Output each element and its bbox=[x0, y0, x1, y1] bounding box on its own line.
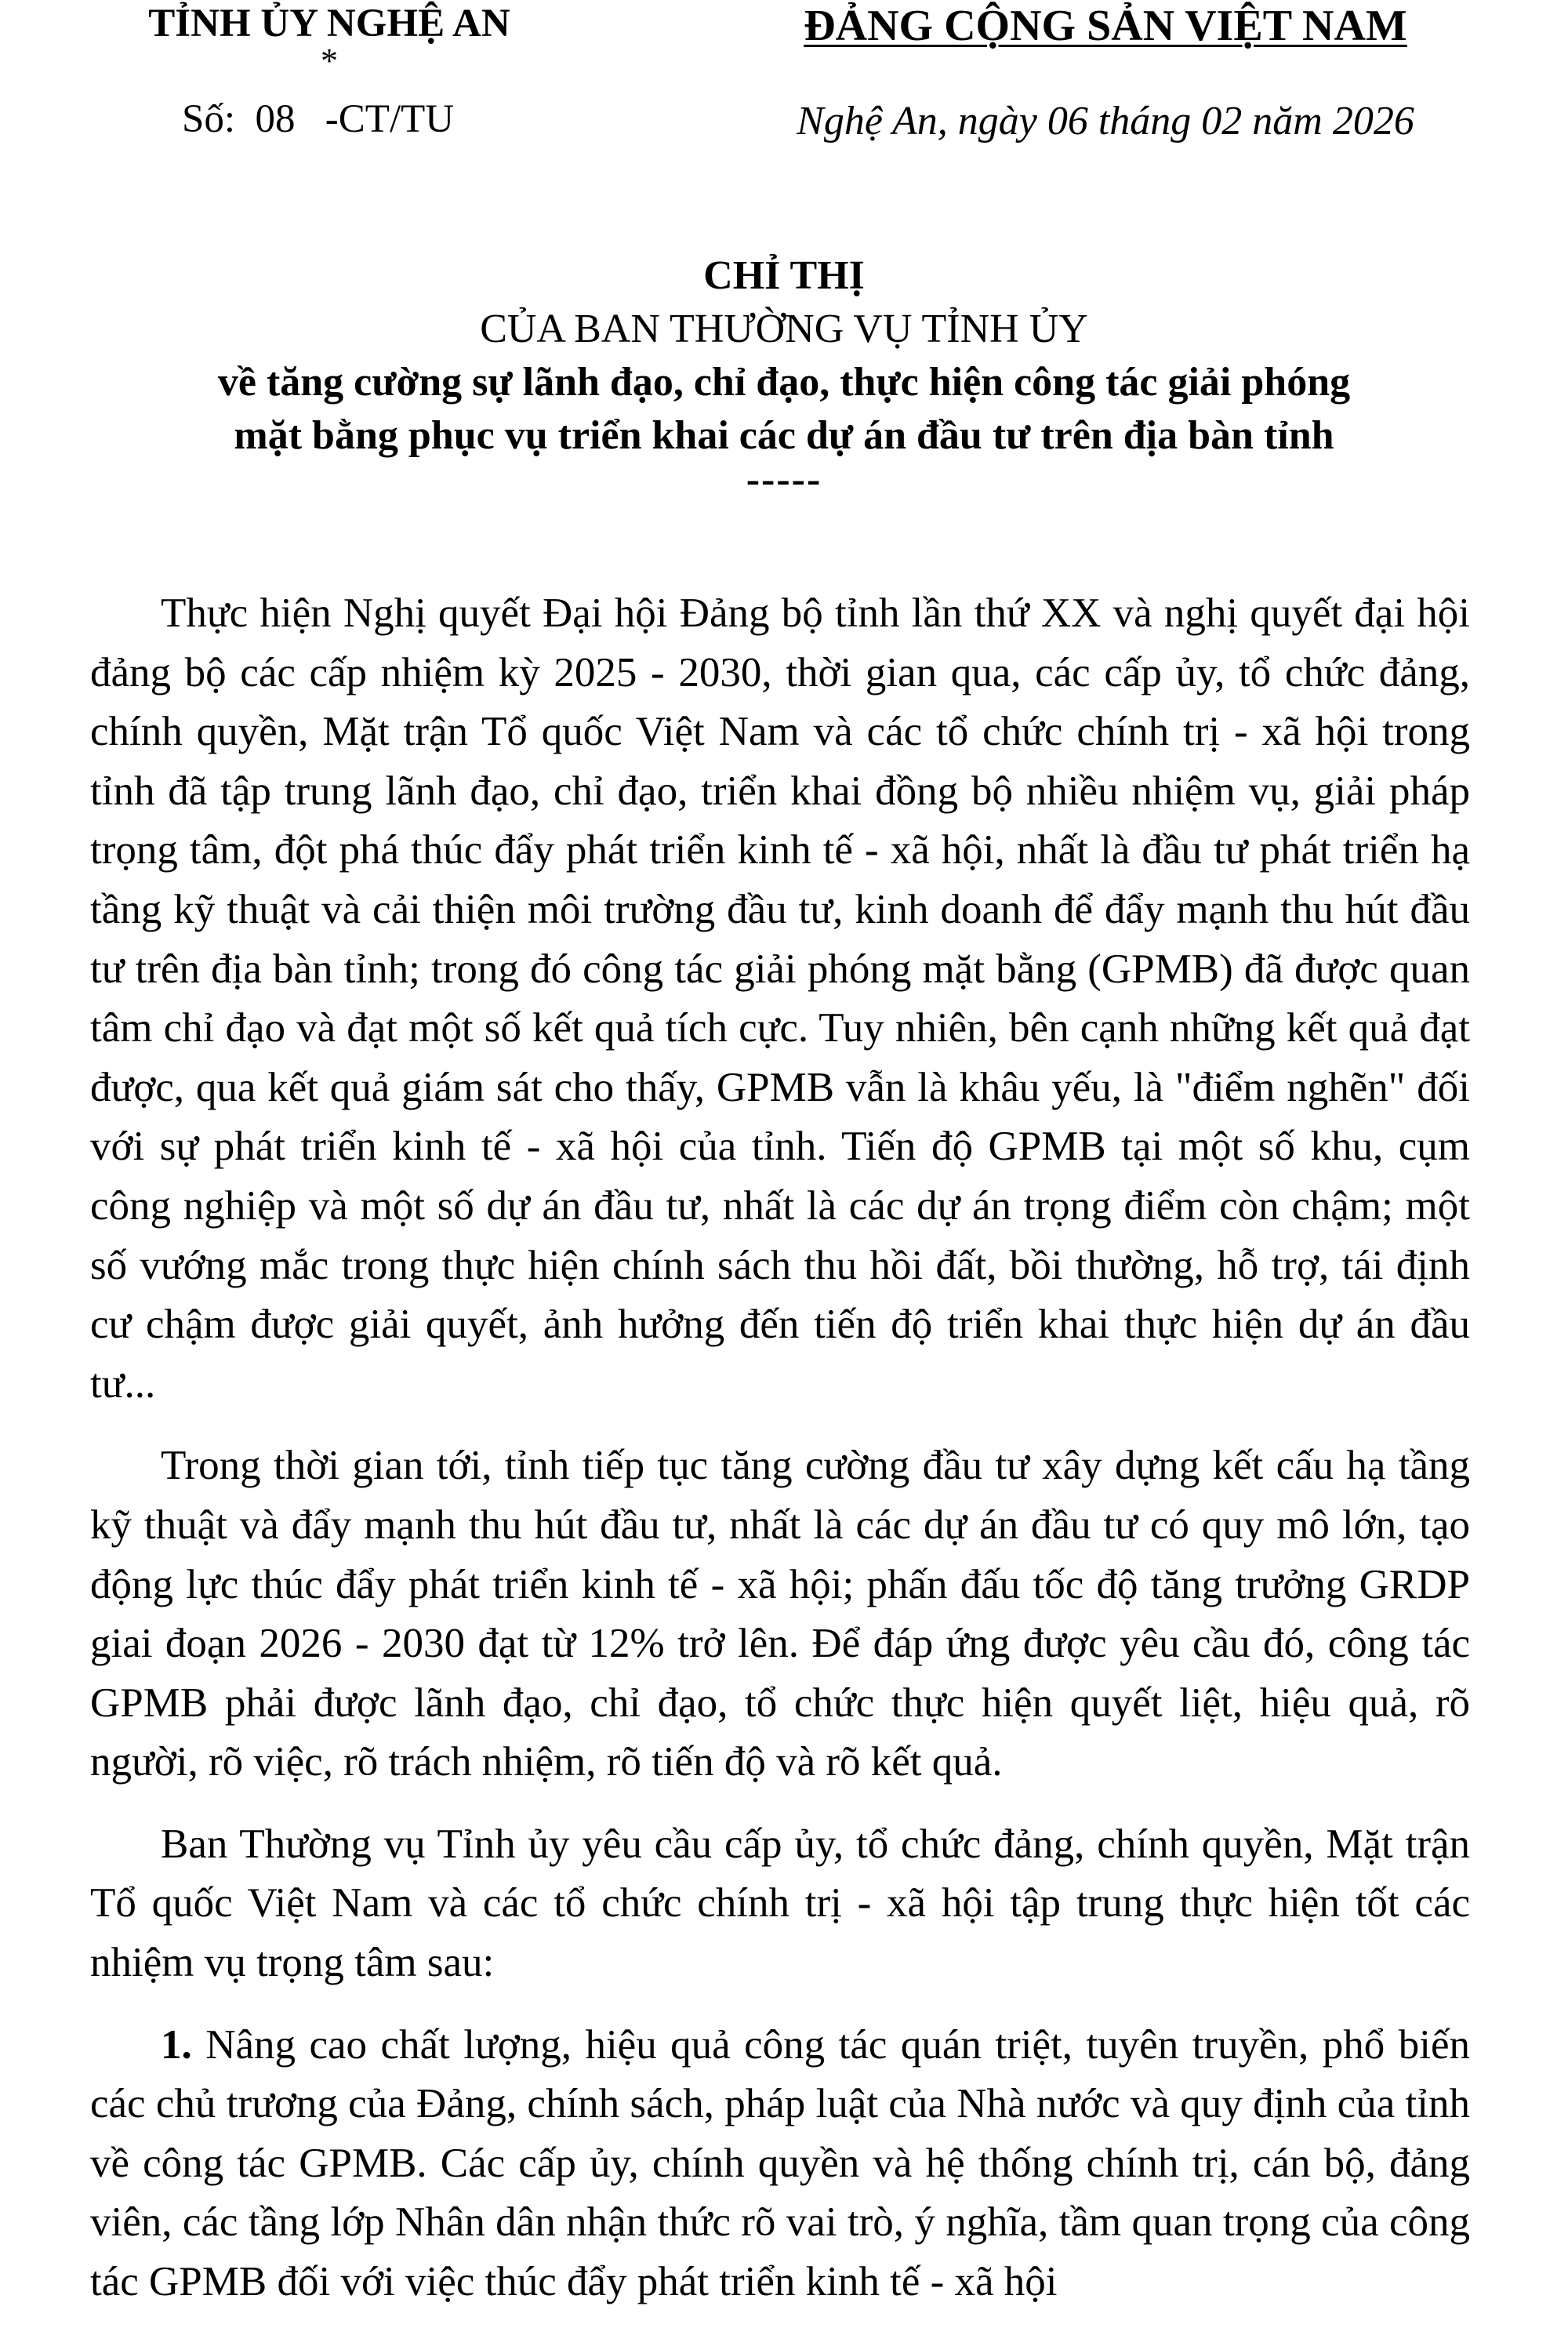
paragraph-item-1 bbox=[90, 2016, 1470, 2312]
number-value: 08 bbox=[255, 97, 296, 141]
document-title bbox=[94, 249, 1474, 502]
header-star: * bbox=[321, 42, 338, 80]
document-body bbox=[90, 584, 1470, 2335]
subject-line-2: mặt bằng phục vụ triển khai các dự án đầu tư trên địa bàn tỉnh bbox=[234, 413, 1334, 458]
paragraph-1: Thực hiện Nghị quyết Đại hội Đảng bộ tỉnh lần thứ XX và nghị quyết đại hội đảng bộ các cấp nhiệm kỳ 2025 - 2030, thời gian qua, các cấp ủy, tổ chức đảng, chính quyền, Mặt trận Tổ quốc Việt Nam và các tổ chức chính trị - xã hội trong tỉnh đã tập trung lãnh đạo, chỉ đạo, triển khai đồng bộ nhiều nhiệm vụ, giải pháp trọng tâm, đột phá thúc đẩy phát triển kinh tế - xã hội, nhất là đầu tư phát triển hạ tầng kỹ thuật và cải thiện môi trường đầu tư, kinh doanh để đẩy mạnh thu hút đầu tư trên địa bàn tỉnh; trong đó công tác giải phóng mặt bằng (GPMB) đã được quan tâm chỉ đạo và đạt một số kết quả tích cực. Tuy nhiên, bên cạnh những kết quả đạt được, qua kết quả giám sát cho thấy, GPMB vẫn là khâu yếu, là "điểm nghẽn" đối với sự phát triển kinh tế - xã hội của tỉnh. Tiến độ GPMB tại một số khu, cụm công nghiệp và một số dự án đầu tư, nhất là các dự án trọng điểm còn chậm; một số vướng mắc trong thực hiện chính sách thu hồi đất, bồi thường, hỗ trợ, tái định cư chậm được giải quyết, ảnh hưởng đến tiến độ triển khai thực hiện dự án đầu tư... bbox=[90, 590, 1470, 1407]
document-number bbox=[182, 96, 454, 143]
issuer: CỦA BAN THƯỜNG VỤ TỈNH ỦY bbox=[480, 307, 1088, 351]
subject-line-1: về tăng cường sự lãnh đạo, chỉ đạo, thực hiện công tác giải phóng bbox=[217, 360, 1351, 405]
issuing-authority: TỈNH ỦY NGHỆ AN bbox=[148, 2, 510, 45]
party-name: ĐẢNG CỘNG SẢN VIỆT NAM bbox=[804, 2, 1407, 50]
date-line: Nghệ An, ngày 06 tháng 02 năm 2026 bbox=[797, 99, 1414, 143]
number-prefix: Số: bbox=[182, 97, 236, 141]
item-1-number: 1. bbox=[161, 2021, 192, 2068]
item-1-text: Nâng cao chất lượng, hiệu quả công tác quán triệt, tuyên truyền, phổ biến các chủ trương của Đảng, chính sách, pháp luật của Nhà nước và quy định của tỉnh về công tác GPMB. Các cấp ủy, chính quyền và hệ thống chính trị, cán bộ, đảng viên, các tầng lớp Nhân dân nhận thức rõ vai trò, ý nghĩa, tầm quan trọng của công tác GPMB đối với việc thúc đẩy phát triển kinh tế - xã hội bbox=[90, 2021, 1470, 2305]
title-separator: ----- bbox=[746, 457, 822, 502]
doc-type: CHỈ THỊ bbox=[703, 253, 865, 298]
paragraph-3: Ban Thường vụ Tỉnh ủy yêu cầu cấp ủy, tổ chức đảng, chính quyền, Mặt trận Tổ quốc Việt Nam và các tổ chức chính trị - xã hội tập trung thực hiện tốt các nhiệm vụ trọng tâm sau: bbox=[90, 1821, 1470, 1986]
paragraph-2: Trong thời gian tới, tỉnh tiếp tục tăng cường đầu tư xây dựng kết cấu hạ tầng kỹ thuật và đẩy mạnh thu hút đầu tư, nhất là các dự án đầu tư có quy mô lớn, tạo động lực thúc đẩy phát triển kinh tế - xã hội; phấn đấu tốc độ tăng trưởng GRDP giai đoạn 2026 - 2030 đạt từ 12% trở lên. Để đáp ứng được yêu cầu đó, công tác GPMB phải được lãnh đạo, chỉ đạo, tổ chức thực hiện quyết liệt, hiệu quả, rõ người, rõ việc, rõ trách nhiệm, rõ tiến độ và rõ kết quả. bbox=[90, 1443, 1470, 1785]
number-suffix: -CT/TU bbox=[325, 97, 455, 141]
